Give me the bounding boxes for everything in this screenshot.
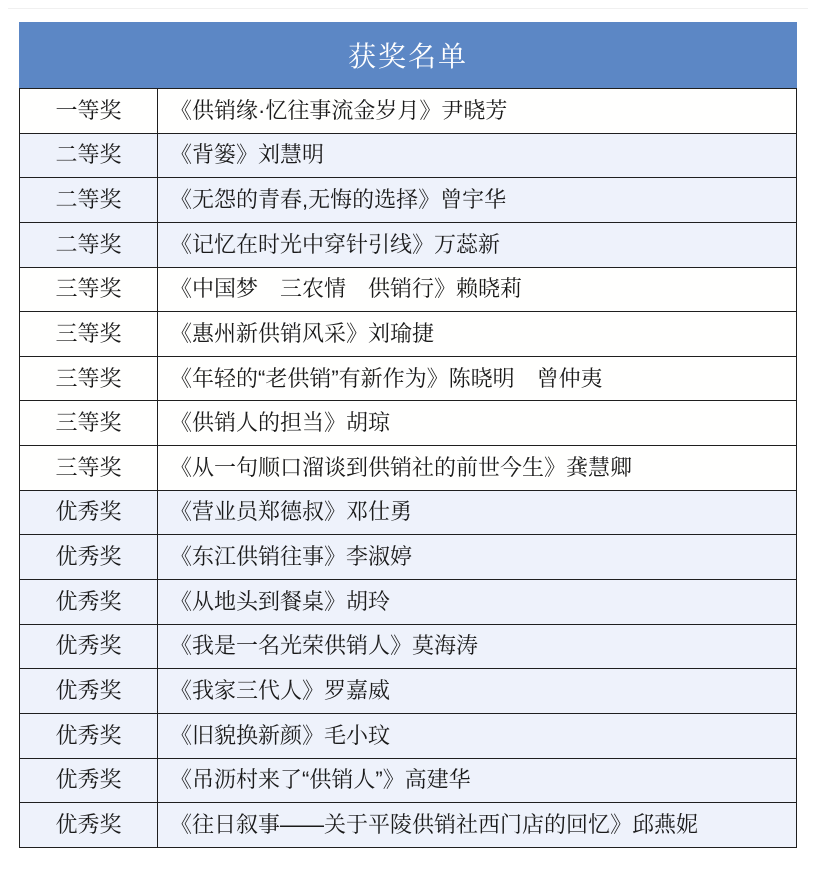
entry-title-cell: 《往日叙事——关于平陵供销社西门店的回忆》邱燕妮 <box>170 811 699 837</box>
table-row <box>20 445 796 490</box>
award-tier-cell: 二等奖 <box>20 178 158 222</box>
entry-title-cell: 《吊沥村来了“供销人”》高建华 <box>170 767 471 793</box>
entry-title-cell: 《惠州新供销风采》刘瑜捷 <box>170 320 435 346</box>
award-tier-cell: 三等奖 <box>20 268 158 312</box>
award-tier-cell: 三等奖 <box>20 357 158 401</box>
table-row <box>20 490 796 535</box>
table-header <box>19 22 797 88</box>
entry-title-cell: 《从一句顺口溜谈到供销社的前世今生》龚慧卿 <box>170 454 633 480</box>
table-title: 获奖名单 <box>347 41 468 72</box>
table-row <box>20 802 796 847</box>
table-row <box>20 758 796 803</box>
entry-title-cell: 《营业员郑德叔》邓仕勇 <box>170 499 413 525</box>
award-tier-cell: 三等奖 <box>20 401 158 445</box>
award-tier-cell: 优秀奖 <box>20 803 158 847</box>
entry-title-cell: 《背篓》刘慧明 <box>170 142 325 168</box>
entry-title-cell: 《记忆在时光中穿针引线》万蕊新 <box>170 231 501 257</box>
table-row <box>20 624 796 669</box>
table-row <box>20 356 796 401</box>
award-tier-cell: 三等奖 <box>20 446 158 490</box>
award-tier-cell: 二等奖 <box>20 223 158 267</box>
award-tier-cell: 优秀奖 <box>20 669 158 713</box>
table-row <box>20 534 796 579</box>
entry-title-cell: 《供销缘·忆往事流金岁月》尹晓芳 <box>170 97 508 123</box>
table-row <box>20 579 796 624</box>
award-tier-cell: 优秀奖 <box>20 535 158 579</box>
page-top-edge-line <box>8 8 808 9</box>
table-row <box>20 222 796 267</box>
award-tier-cell: 优秀奖 <box>20 580 158 624</box>
table-row <box>20 177 796 222</box>
table-row <box>20 668 796 713</box>
entry-title-cell: 《无怨的青春,无悔的选择》曾宇华 <box>170 187 507 212</box>
table-row <box>20 133 796 178</box>
entry-title-cell: 《东江供销往事》李淑婷 <box>170 544 413 570</box>
award-tier-cell: 二等奖 <box>20 134 158 178</box>
award-tier-cell: 优秀奖 <box>20 759 158 803</box>
award-tier-cell: 一等奖 <box>20 89 158 133</box>
entry-title-cell: 《年轻的“老供销”有新作为》陈晓明 曾仲夷 <box>170 365 603 391</box>
award-table <box>19 22 797 848</box>
award-tier-cell: 三等奖 <box>20 312 158 356</box>
table-row <box>20 311 796 356</box>
table-row <box>20 713 796 758</box>
table-row <box>20 89 796 133</box>
entry-title-cell: 《我家三代人》罗嘉威 <box>170 678 391 704</box>
entry-title-cell: 《从地头到餐桌》胡玲 <box>170 588 391 614</box>
table-row <box>20 267 796 312</box>
entry-title-cell: 《我是一名光荣供销人》莫海涛 <box>170 633 479 659</box>
table-row <box>20 400 796 445</box>
entry-title-cell: 《中国梦 三农情 供销行》赖晓莉 <box>170 276 523 302</box>
entry-title-cell: 《供销人的担当》胡琼 <box>170 410 391 436</box>
award-tier-cell: 优秀奖 <box>20 491 158 535</box>
table-body <box>19 88 797 848</box>
entry-title-cell: 《旧貌换新颜》毛小玟 <box>170 722 391 748</box>
award-tier-cell: 优秀奖 <box>20 714 158 758</box>
award-tier-cell: 优秀奖 <box>20 625 158 669</box>
